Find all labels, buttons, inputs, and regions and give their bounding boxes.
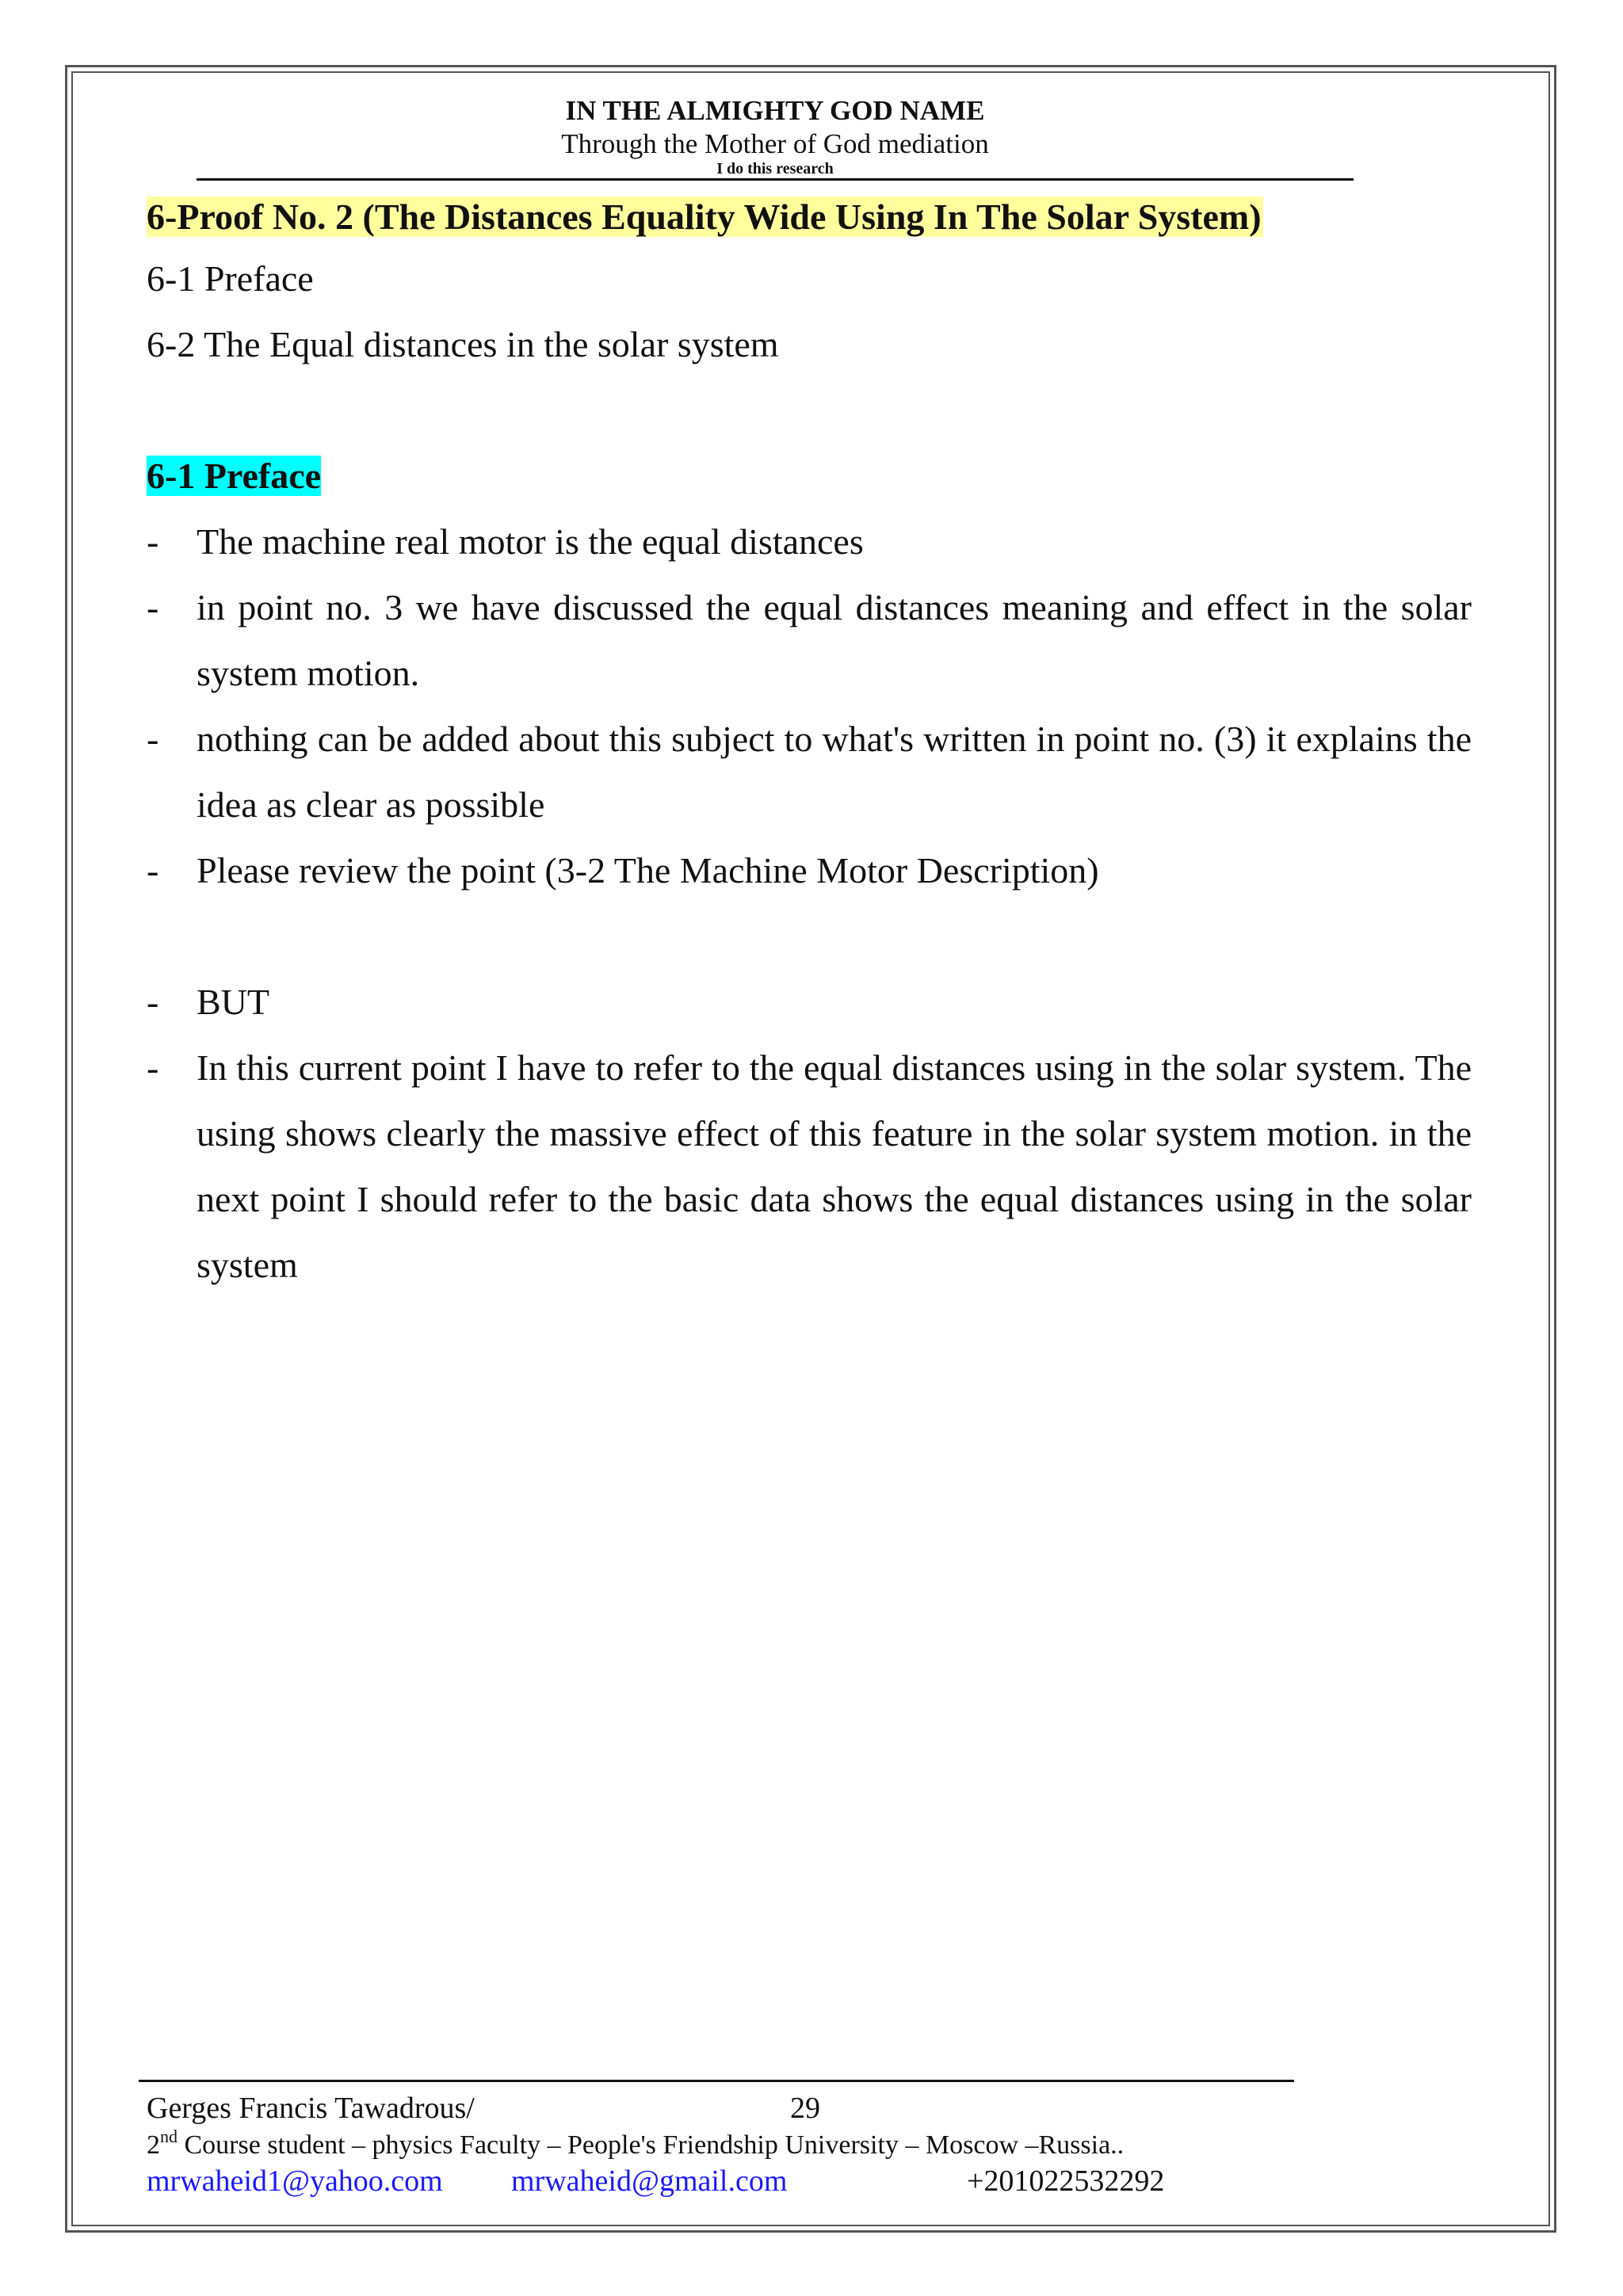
list-item-text: nothing can be added about this subject to what's written in point no. (3) it explains the idea as clear as possible [197, 719, 1472, 825]
footer-contact-row [147, 2163, 1335, 2199]
bullet-marker: - [147, 587, 159, 627]
bullet-marker: - [147, 719, 159, 759]
header-title: IN THE ALMIGHTY GOD NAME [565, 95, 985, 126]
header-note: I do this research [716, 160, 834, 177]
page-body [147, 189, 1472, 1298]
toc-item: 6-1 Preface [147, 258, 314, 299]
list-item [147, 706, 1472, 837]
header-subtitle: Through the Mother of God mediation [561, 128, 989, 159]
spacer [147, 377, 1472, 443]
toc-item: 6-2 The Equal distances in the solar system [147, 324, 779, 364]
list-item [147, 509, 1472, 574]
subsection-heading-row [147, 443, 1472, 509]
list-item [147, 837, 1472, 903]
email-link-yahoo[interactable]: mrwaheid1@yahoo.com [147, 2164, 443, 2198]
footer-course-superscript: nd [160, 2126, 178, 2146]
list-item-text: The machine real motor is the equal distances [197, 521, 864, 562]
subsection-heading: 6-1 Preface [147, 456, 322, 496]
list-item-text: In this current point I have to refer to the equal distances using in the solar system. The using shows clearly the massive effect of this feature in the solar system motion. in the next point I should refer to the basic data shows the equal distances using in the solar system [197, 1047, 1472, 1285]
header-rule [197, 178, 1354, 181]
footer-course-line [147, 2128, 1335, 2163]
page-header [197, 93, 1354, 177]
footer-course-number: 2 [147, 2130, 160, 2160]
list-item [147, 574, 1472, 706]
list-item-text: in point no. 3 we have discussed the equal distances meaning and effect in the solar system motion. [197, 587, 1472, 693]
section-title: 6-Proof No. 2 (The Distances Equality Wide Using In The Solar System) [147, 196, 1262, 237]
list-item [147, 969, 1472, 1035]
section-title-row [147, 189, 1472, 246]
footer-author-row [147, 2088, 1335, 2128]
bullet-marker: - [147, 1047, 159, 1088]
list-item-text: Please review the point (3-2 The Machine Motor Description) [197, 850, 1099, 891]
email-link-gmail[interactable]: mrwaheid@gmail.com [511, 2164, 788, 2198]
bullet-marker: - [147, 521, 159, 562]
bullet-marker: - [147, 982, 159, 1022]
bullet-marker: - [147, 850, 159, 891]
footer-author: Gerges Francis Tawadrous/ [147, 2092, 475, 2125]
list-item [147, 1035, 1472, 1298]
footer-phone: +201022532292 [967, 2164, 1165, 2198]
footer-course-text: Course student – physics Faculty – People's Friendship University – Moscow –Russia.. [178, 2130, 1125, 2160]
list-item-text: BUT [197, 982, 269, 1022]
spacer [147, 903, 1472, 969]
page-footer [147, 2088, 1335, 2199]
footer-rule [139, 2080, 1294, 2082]
page-number: 29 [790, 2092, 820, 2125]
